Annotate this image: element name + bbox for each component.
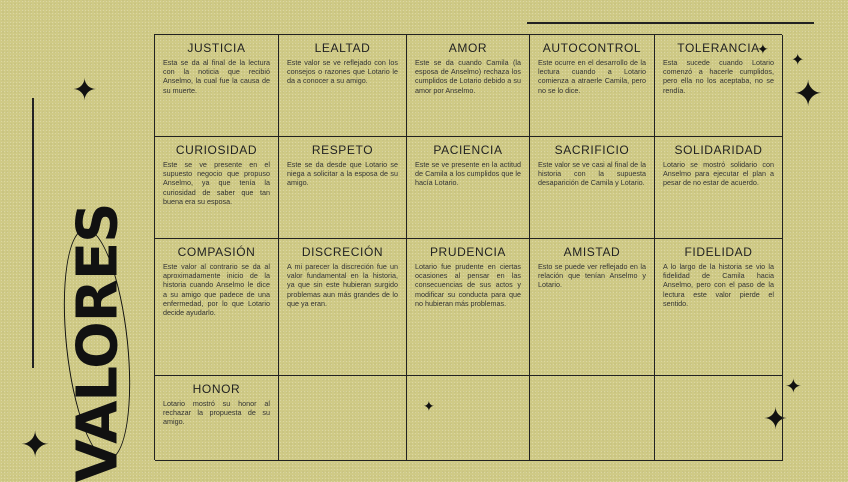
value-description: Este valor se ve casi al final de la historia con la supuesta desaparición de Camila y Lotario. bbox=[538, 160, 646, 188]
value-title: DISCRECIÓN bbox=[301, 245, 384, 259]
value-description: Este se da cuando Camila (la esposa de Anselmo) rechaza los cumplidos de Lotario debido a su amor por Anselmo. bbox=[415, 58, 521, 95]
value-description: Esta se da al final de la lectura con la noticia que recibió Anselmo, la cual fue la causa de su muerte. bbox=[163, 58, 270, 95]
value-description: Este se ve presente en el supuesto negocio que propuso Anselmo, ya que tenía la curiosidad de saber que tan buena era su esposa. bbox=[163, 160, 270, 206]
value-description: Este se ve presente en la actitud de Camila a los cumplidos que le hacía Lotario. bbox=[415, 160, 521, 188]
sparkle-icon: ✦ bbox=[423, 399, 435, 415]
value-cell bbox=[279, 239, 407, 376]
value-cell bbox=[530, 137, 655, 239]
value-title: PACIENCIA bbox=[433, 143, 503, 157]
value-title: PRUDENCIA bbox=[429, 245, 507, 259]
value-title: AMOR bbox=[448, 41, 488, 55]
left-vertical-line bbox=[32, 98, 34, 368]
value-description: Este ocurre en el desarrollo de la lectura cuando a Lotario comienza a atraerle Camila, pero no se lo dice. bbox=[538, 58, 646, 95]
value-cell bbox=[407, 35, 530, 137]
value-description: Este valor se ve reflejado con los consejos o razones que Lotario le da a conocer a su amigo. bbox=[287, 58, 398, 86]
value-title: JUSTICIA bbox=[187, 41, 246, 55]
value-description: Esta sucede cuando Lotario comenzó a hacerle cumplidos, pero ella no los aceptaba, no se rendía. bbox=[663, 58, 774, 95]
value-title: AUTOCONTROL bbox=[542, 41, 642, 55]
sparkle-icon: ✦ bbox=[785, 374, 802, 398]
value-description: A mi parecer la discreción fue un valor fundamental en la historia, ya que sin este hubieran surgido problemas aun más grandes de lo que ya eran. bbox=[287, 262, 398, 308]
sparkle-icon: ✦ bbox=[763, 402, 789, 437]
value-cell bbox=[530, 239, 655, 376]
value-cell bbox=[655, 35, 783, 137]
value-title: CURIOSIDAD bbox=[175, 143, 258, 157]
value-cell bbox=[530, 35, 655, 137]
value-cell bbox=[155, 376, 279, 461]
value-title: TOLERANCIA bbox=[677, 41, 760, 55]
top-right-line bbox=[527, 22, 814, 24]
value-title: AMISTAD bbox=[563, 245, 621, 259]
value-cell bbox=[530, 376, 655, 461]
value-cell bbox=[655, 137, 783, 239]
value-title: FIDELIDAD bbox=[684, 245, 753, 259]
value-description: Este valor al contrario se da al aproximadamente inicio de la historia cuando Anselmo le dice a su amigo que padece de una enfermedad, por lo que Lotario decide ayudarlo. bbox=[163, 262, 270, 318]
value-title: SACRIFICIO bbox=[554, 143, 630, 157]
value-cell bbox=[407, 376, 530, 461]
values-grid bbox=[154, 34, 782, 460]
value-description: Lotario se mostró solidario con Anselmo para ejecutar el plan a pesar de no estar de acuerdo. bbox=[663, 160, 774, 188]
value-title: RESPETO bbox=[311, 143, 374, 157]
value-description: Lotario fue prudente en ciertas ocasiones al pensar en las consecuencias de sus actos y modificar su conducta para que no hubieran más problemas. bbox=[415, 262, 521, 308]
sparkle-icon: ✦ bbox=[793, 74, 824, 115]
value-cell bbox=[155, 35, 279, 137]
value-cell bbox=[155, 137, 279, 239]
sparkle-icon: ✦ bbox=[791, 50, 805, 69]
value-title: SOLIDARIDAD bbox=[674, 143, 763, 157]
value-description: Lotario mostró su honor al rechazar la propuesta de su amigo. bbox=[163, 399, 270, 427]
value-cell bbox=[279, 376, 407, 461]
value-cell bbox=[655, 376, 783, 461]
value-description: A lo largo de la historia se vio la fidelidad de Camila hacia Anselmo, pero con el paso de la lectura este valor pierde el sentido. bbox=[663, 262, 774, 308]
sparkle-icon: ✦ bbox=[20, 425, 51, 466]
value-cell bbox=[155, 239, 279, 376]
value-cell bbox=[407, 239, 530, 376]
sparkle-icon: ✦ bbox=[757, 42, 769, 58]
value-title: COMPASIÓN bbox=[177, 245, 256, 259]
value-cell bbox=[279, 137, 407, 239]
title-block bbox=[58, 203, 138, 482]
value-description: Esto se puede ver reflejado en la relación que tenían Anselmo y Lotario. bbox=[538, 262, 646, 290]
value-title: HONOR bbox=[192, 382, 241, 396]
value-cell bbox=[279, 35, 407, 137]
sparkle-icon: ✦ bbox=[72, 73, 98, 108]
page-title: VALORES bbox=[65, 203, 131, 482]
value-title: LEALTAD bbox=[314, 41, 371, 55]
value-cell bbox=[407, 137, 530, 239]
value-description: Este se da desde que Lotario se niega a solicitar a la esposa de su amigo. bbox=[287, 160, 398, 188]
value-cell bbox=[655, 239, 783, 376]
